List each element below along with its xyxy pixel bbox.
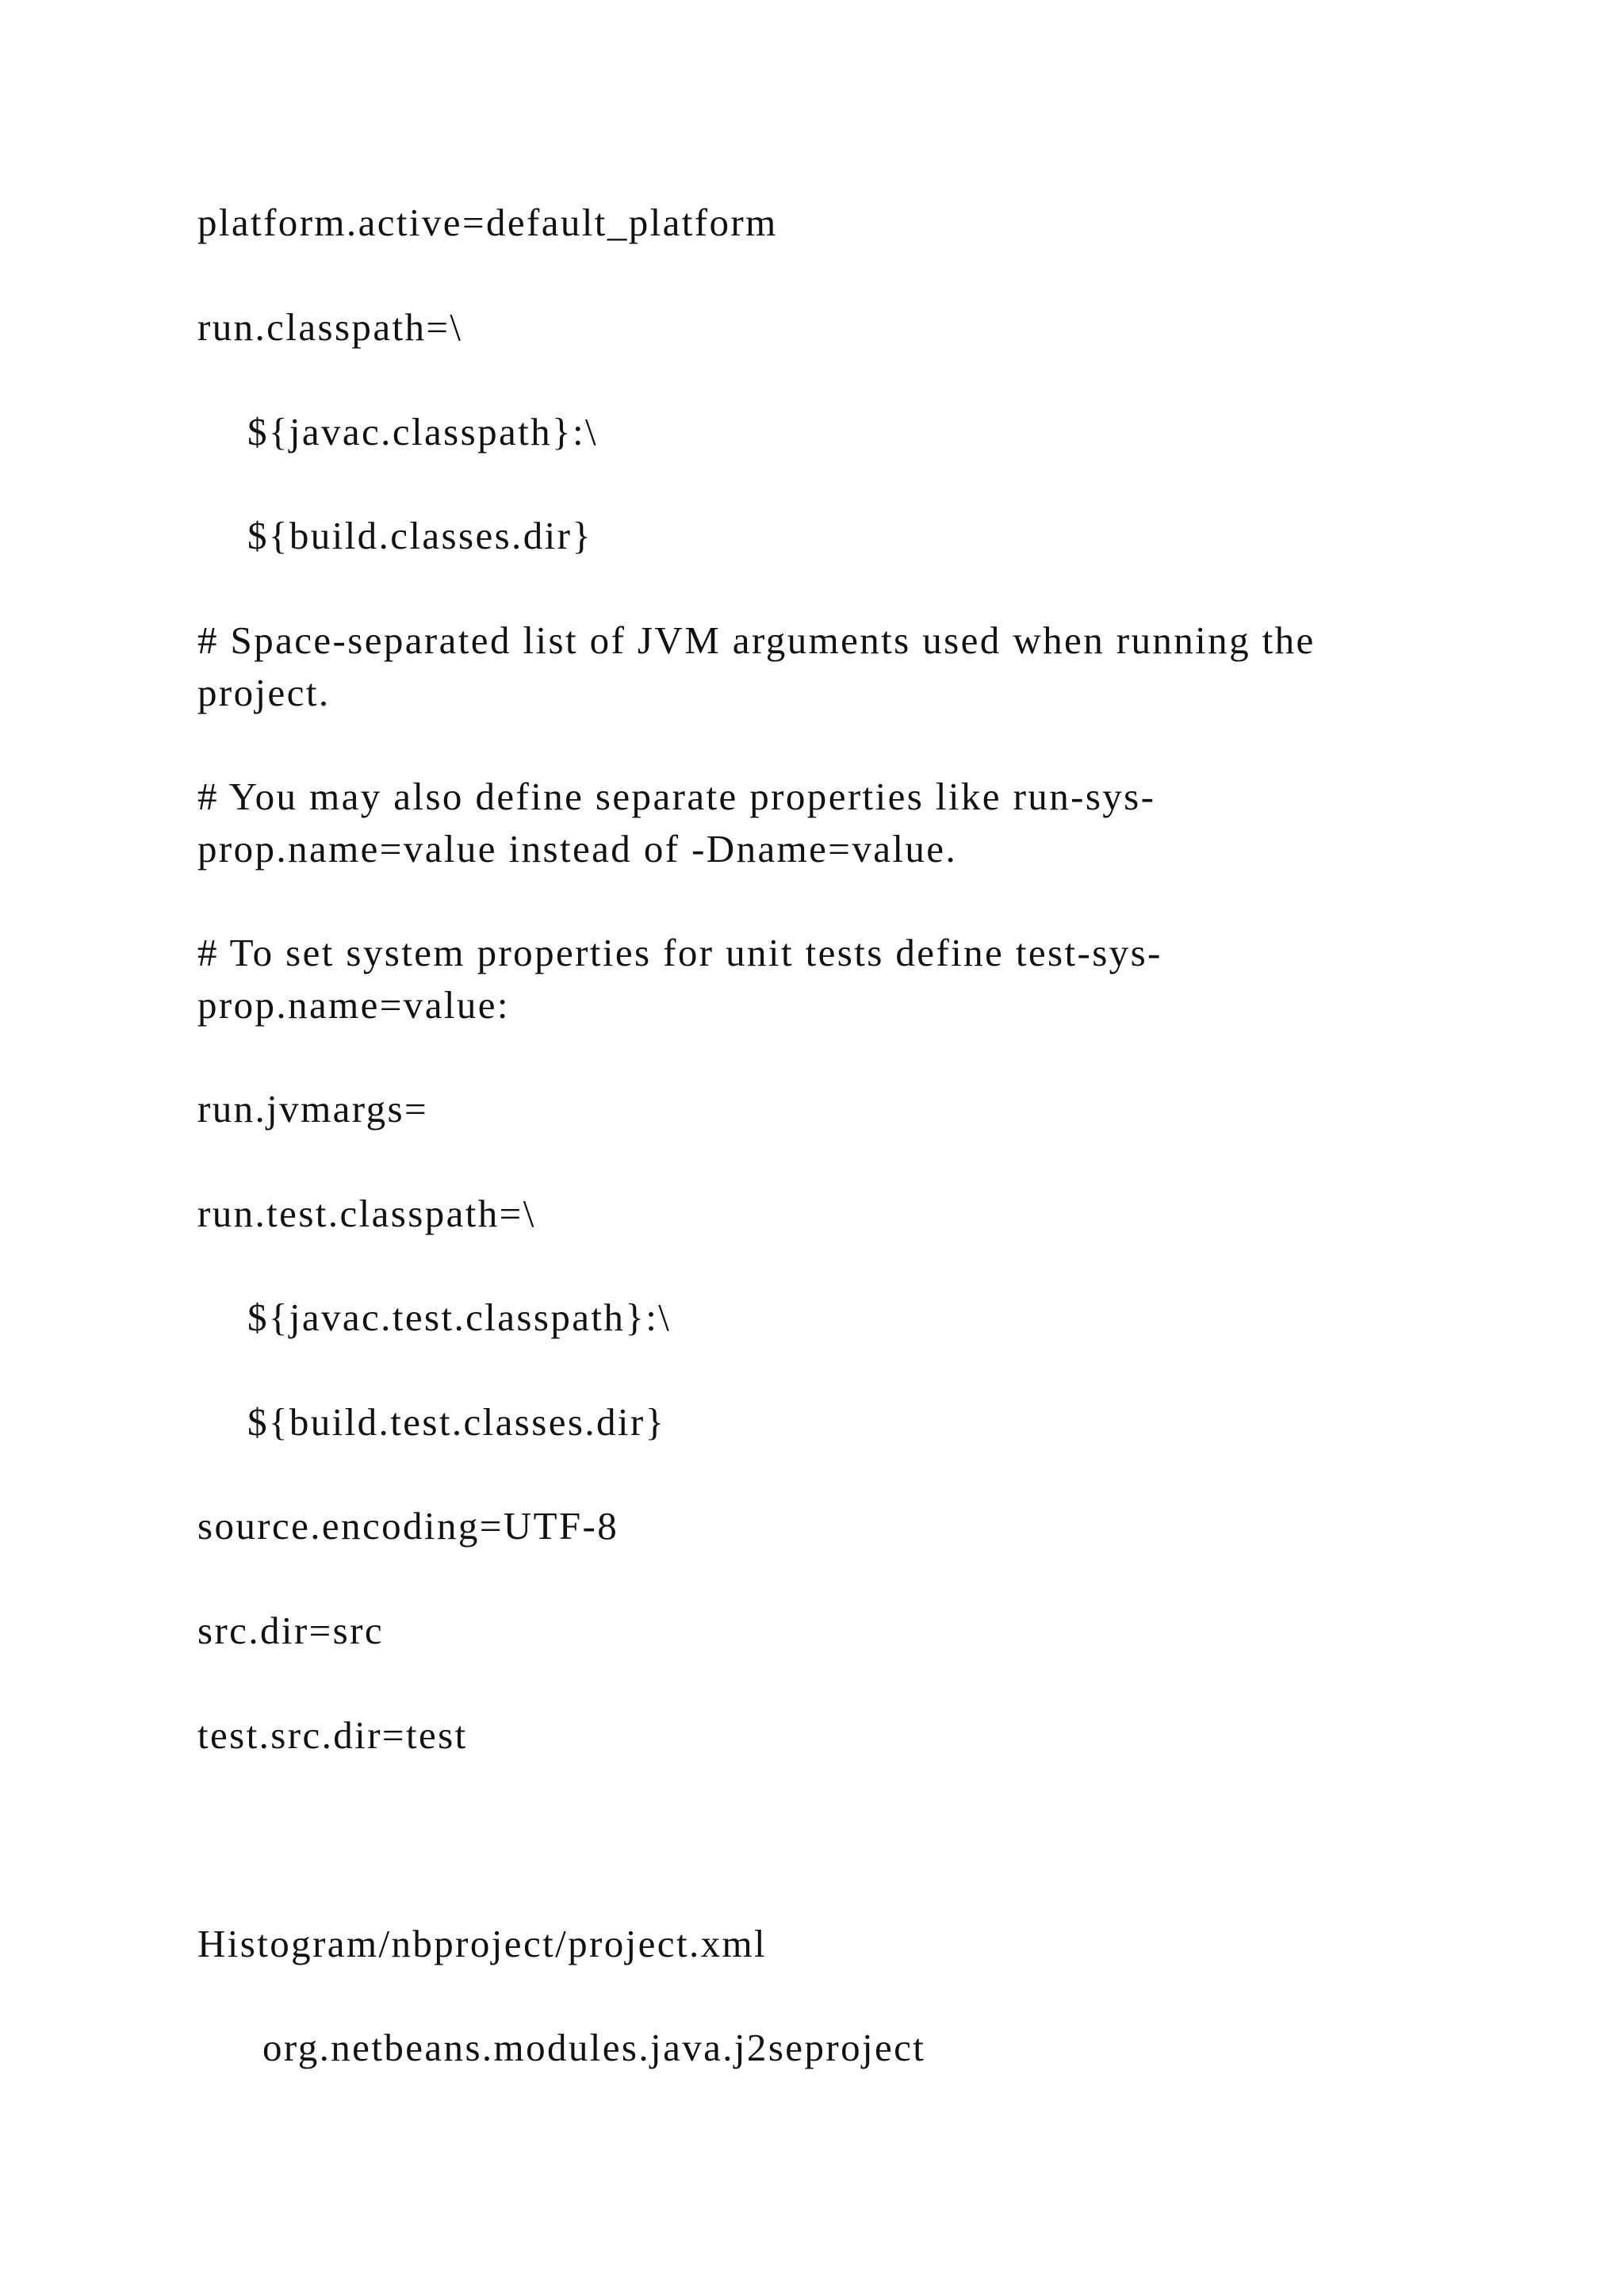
comment-separate-properties: # You may also define separate properties like run-sys- prop.name=value instead of -Dname=value. (197, 775, 1156, 871)
property-run-test-classpath: run.test.classpath=\ (197, 1192, 536, 1235)
comment-jvm-arguments: # Space-separated list of JVM arguments used when running the project. (197, 618, 1316, 714)
property-source-encoding: source.encoding=UTF-8 (197, 1504, 619, 1548)
property-src-dir: src.dir=src (197, 1609, 384, 1652)
classpath-entry-javac: ${javac.classpath}:\ (247, 410, 598, 453)
classpath-entry-build-test-classes: ${build.test.classes.dir} (247, 1400, 666, 1444)
classpath-entry-javac-test: ${javac.test.classpath}:\ (247, 1295, 672, 1339)
property-platform-active: platform.active=default_platform (197, 201, 778, 244)
file-path-heading: Histogram/nbproject/project.xml (197, 1922, 768, 1965)
property-run-jvmargs: run.jvmargs= (197, 1087, 428, 1131)
classpath-entry-build-classes: ${build.classes.dir} (247, 514, 593, 557)
project-type-value: org.netbeans.modules.java.j2seproject (262, 2026, 926, 2069)
property-run-classpath: run.classpath=\ (197, 305, 463, 349)
property-test-src-dir: test.src.dir=test (197, 1713, 468, 1757)
comment-unit-test-properties: # To set system properties for unit tests define test-sys- prop.name=value: (197, 931, 1162, 1027)
